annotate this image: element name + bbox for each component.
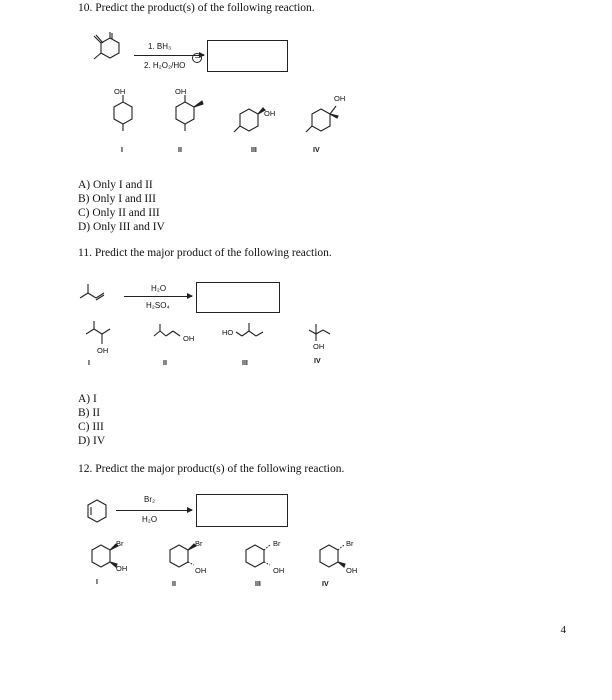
- q10-answer-box[interactable]: [207, 40, 288, 72]
- q11-option-b[interactable]: B) II: [78, 407, 101, 419]
- q12-product-3-br: Br: [273, 539, 281, 548]
- q12-answer-box[interactable]: [196, 494, 288, 527]
- q11-numeral-2: II: [163, 360, 167, 367]
- q11-numeral-1: I: [88, 360, 90, 367]
- q11-option-a[interactable]: A) I: [78, 393, 97, 405]
- q10-product-3-oh: OH: [264, 109, 276, 118]
- q11-product-1-oh: OH: [97, 346, 109, 355]
- q10-hydroxide-charge: −: [192, 53, 202, 63]
- q10-option-b[interactable]: B) Only I and III: [78, 193, 156, 205]
- q10-product-4: [302, 102, 342, 142]
- q11-numeral-4: IV: [314, 358, 321, 365]
- q10-numeral-2: II: [178, 147, 182, 154]
- q12-numeral-3: III: [255, 581, 261, 588]
- q10-option-a[interactable]: A) Only I and II: [78, 179, 153, 191]
- q12-product-1-oh: OH: [116, 564, 128, 573]
- q10-product-2: [164, 97, 204, 137]
- q10-product-3: [230, 102, 270, 142]
- q12-reactant-cyclohexene: [80, 496, 120, 532]
- q11-numeral-3: III: [242, 360, 248, 367]
- q12-reagent-1: Br₂: [144, 495, 156, 504]
- q11-reactant-alkene: [76, 282, 116, 312]
- q10-option-c[interactable]: C) Only II and III: [78, 207, 160, 219]
- q12-product-2-br: Br: [195, 539, 203, 548]
- q11-product-2-oh: OH: [183, 334, 195, 343]
- q10-option-d[interactable]: D) Only III and IV: [78, 221, 165, 233]
- q11-product-3-ho: HO: [222, 328, 234, 337]
- q10-product-1: [102, 97, 142, 137]
- q10-numeral-4: IV: [313, 147, 320, 154]
- q10-numeral-1: I: [121, 147, 123, 154]
- q11-answer-box[interactable]: [196, 282, 280, 313]
- q12-numeral-2: II: [172, 581, 176, 588]
- q10-product-4-oh: OH: [334, 94, 346, 103]
- q10-product-2-oh: OH: [175, 87, 187, 96]
- q11-product-1: [80, 322, 120, 362]
- q12-product-4-oh: OH: [346, 566, 358, 575]
- q10-title: 10. Predict the product(s) of the following reaction.: [78, 2, 315, 14]
- q11-reagent-2: H₂SO₄: [146, 301, 170, 310]
- q12-numeral-1: I: [96, 579, 98, 586]
- q11-title: 11. Predict the major product of the following reaction.: [78, 247, 332, 259]
- q12-title: 12. Predict the major product(s) of the following reaction.: [78, 463, 345, 475]
- q11-option-c[interactable]: C) III: [78, 421, 104, 433]
- q12-reagent-2: H₂O: [142, 515, 158, 524]
- q11-product-4: [303, 320, 343, 360]
- q12-product-3-oh: OH: [273, 566, 285, 575]
- q10-product-1-oh: OH: [114, 87, 126, 96]
- q11-product-3: [232, 322, 282, 352]
- q11-reaction-arrow: [124, 296, 192, 297]
- q12-product-1-br: Br: [116, 539, 124, 548]
- q11-product-4-oh: OH: [313, 342, 325, 351]
- q10-reagent-2: 2. H₂O₂/HO: [144, 61, 186, 70]
- q12-reaction-arrow: [116, 510, 192, 511]
- page-number: 4: [560, 624, 566, 636]
- q11-option-d[interactable]: D) IV: [78, 435, 106, 447]
- q11-reagent-1: H₂O: [151, 284, 167, 293]
- q12-product-4-br: Br: [346, 539, 354, 548]
- q12-product-2-oh: OH: [195, 566, 207, 575]
- q12-numeral-4: IV: [322, 581, 329, 588]
- q10-numeral-3: III: [251, 147, 257, 154]
- q10-reactant-methylenecyclohexane: [88, 28, 128, 68]
- q10-reagent-1: 1. BH₃: [148, 42, 172, 51]
